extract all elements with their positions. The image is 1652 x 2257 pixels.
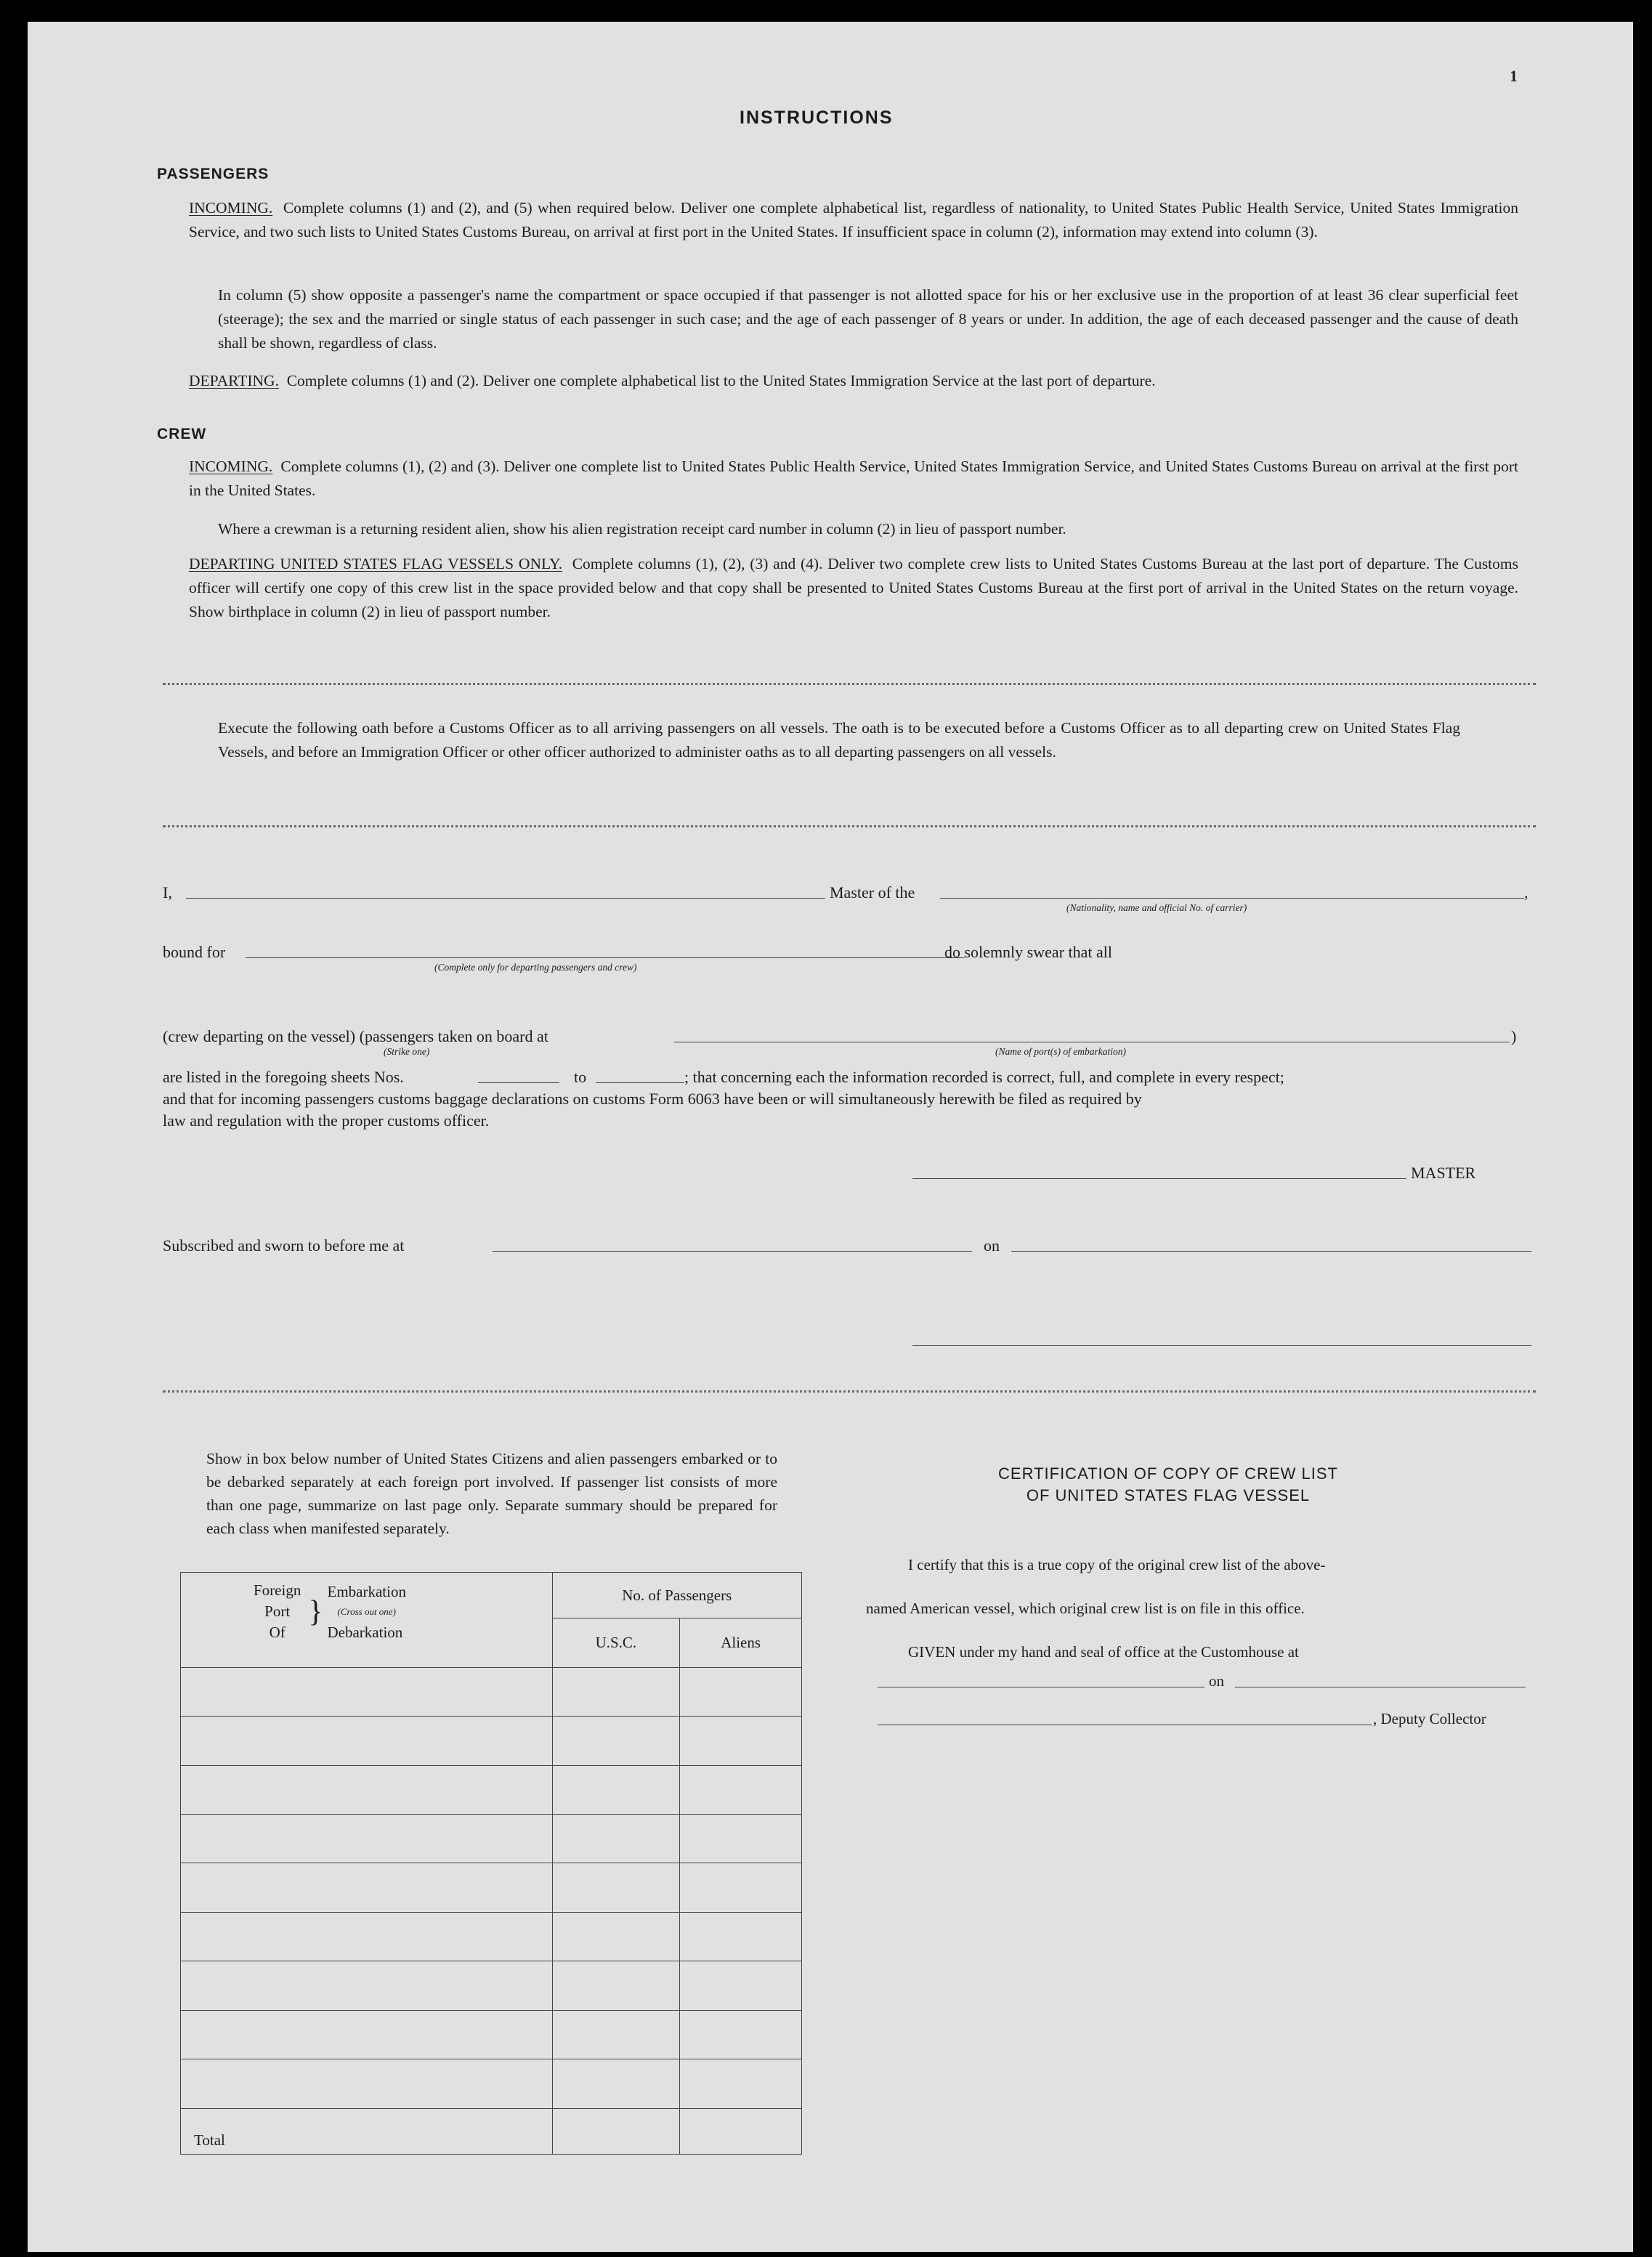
debarkation-label: Debarkation (327, 1623, 403, 1641)
vessel-name-field[interactable] (940, 898, 1524, 899)
oath-instructions-text: Execute the following oath before a Customs Officer as to all arriving passengers on all vessels. The oath is to be executed before a Customs Officer as to all departing crew on United States Flag Vessels, and before an Immigration Officer or other officer authorized to administer oaths as to all departing passengers on all vessels. (218, 719, 1460, 761)
strike-one-hint: (Strike one) (384, 1046, 430, 1057)
passengers-departing-lead: DEPARTING. (189, 372, 279, 389)
passengers-count-header: No. of Passengers (552, 1573, 801, 1618)
certification-text-line1: I certify that this is a true copy of the original crew list of the above- (908, 1556, 1326, 1573)
sheets-rest-text: ; that concerning each the information recorded is correct, full, and complete in every respect; (684, 1068, 1284, 1086)
table-row[interactable] (181, 1961, 802, 2010)
ports-hint: (Name of port(s) of embarkation) (995, 1046, 1126, 1057)
port-label: Port (264, 1602, 291, 1620)
passengers-incoming-text: Complete columns (1) and (2), and (5) when required below. Deliver one complete alphabetical list, regardless of nationality, to United States Public Health Service, United States Immigration Service, and two such lists to United States Customs Bureau, on arrival at first port in the United States. If insufficient space in column (2), information may extend into column (3). (189, 199, 1518, 240)
certification-title (863, 1463, 1473, 1507)
certification-title-line2: OF UNITED STATES FLAG VESSEL (1026, 1486, 1311, 1504)
sheet-to-field[interactable] (596, 1082, 684, 1083)
nationality-hint: (Nationality, name and official No. of carrier) (1066, 902, 1247, 913)
master-of-label: Master of the (830, 883, 915, 901)
subscribed-label: Subscribed and sworn to before me at (163, 1236, 405, 1255)
crew-incoming-lead: INCOMING. (189, 458, 273, 475)
usc-header: U.S.C. (552, 1618, 680, 1667)
master-label: MASTER (1411, 1164, 1476, 1182)
crew-resident-paragraph (218, 517, 1518, 541)
table-row[interactable] (181, 1717, 802, 1765)
aliens-header: Aliens (680, 1618, 802, 1667)
subscribed-on-label: on (984, 1236, 1000, 1255)
deputy-collector-label: , Deputy Collector (1373, 1710, 1486, 1727)
table-row[interactable] (181, 1912, 802, 1961)
bound-for-field[interactable] (246, 957, 965, 958)
bound-for-label: bound for (163, 943, 226, 961)
passengers-departing-text: Complete columns (1) and (2). Deliver one complete alphabetical list to the United States Immigration Service at the last port of departure. (286, 372, 1156, 389)
oath-instructions-paragraph (218, 716, 1460, 764)
of-label: Of (269, 1624, 286, 1641)
crew-departing-paragraph (189, 552, 1518, 624)
passenger-summary-table (180, 1572, 802, 2155)
foreign-label: Foreign (254, 1581, 301, 1599)
table-row[interactable] (181, 2059, 802, 2108)
master-signature-field[interactable] (912, 1178, 1406, 1179)
certification-text-line2: named American vessel, which original crew list is on file in this office. (866, 1600, 1305, 1617)
certification-title-line1: CERTIFICATION OF COPY OF CREW LIST (998, 1464, 1338, 1483)
oath-i-label: I, (163, 883, 172, 901)
passengers-column5-paragraph (218, 283, 1518, 355)
certification-given-text: GIVEN under my hand and seal of office at the Customhouse at (908, 1643, 1299, 1661)
cross-out-hint: (Cross out one) (337, 1605, 396, 1617)
page-title: INSTRUCTIONS (740, 108, 894, 128)
table-row[interactable] (181, 1765, 802, 1814)
crew-incoming-text: Complete columns (1), (2) and (3). Deliver one complete list to United States Public Health Service, United States Immigration Service, and United States Customs Bureau on arrival at the first port in the United States. (189, 458, 1518, 499)
crew-heading: CREW (157, 426, 207, 442)
passengers-heading: PASSENGERS (157, 166, 270, 182)
crew-resident-text: Where a crewman is a returning resident alien, show his alien registration receipt card number in column (2) in lieu of passport number. (218, 520, 1066, 538)
close-paren: ) (1511, 1027, 1517, 1045)
sheets-to-label: to (574, 1068, 587, 1086)
subscribed-place-field[interactable] (493, 1251, 972, 1252)
total-row[interactable] (181, 2108, 802, 2154)
brace-icon: } (308, 1595, 323, 1629)
crew-departing-lead: DEPARTING UNITED STATES FLAG VESSELS ONLY. (189, 555, 563, 572)
summary-instructions-text: Show in box below number of United States Citizens and alien passengers embarked or to be debarked separately at each foreign port involved. If passenger list consists of more than one page, summarize on last page only. Separate summary should be prepared for each class when manifested separately. (206, 1450, 777, 1537)
divider-2 (163, 825, 1536, 827)
embarkation-label: Embarkation (327, 1582, 406, 1600)
table-row[interactable] (181, 1667, 802, 1716)
sheets-label: are listed in the foregoing sheets Nos. (163, 1068, 404, 1086)
oath-line-3: law and regulation with the proper customs officer. (163, 1111, 490, 1130)
master-name-field[interactable] (186, 898, 825, 899)
passengers-departing-paragraph (189, 369, 1518, 393)
oath-line-2: and that for incoming passengers customs baggage declarations on customs Form 6063 have been or will simultaneously herewith be filed as required by (163, 1090, 1142, 1108)
passengers-column5-text: In column (5) show opposite a passenger's name the compartment or space occupied if that passenger is not allotted space for his or her exclusive use in the proportion of at least 36 clear superficial feet (steerage); the sex and the married or single status of each passenger in such case; and the age of each passenger of 8 years or under. In addition, the age of each deceased passenger and the cause of death shall be shown, regardless of class. (218, 286, 1518, 352)
divider-3 (163, 1390, 1536, 1393)
sheet-from-field[interactable] (478, 1082, 559, 1083)
total-label: Total (181, 2108, 553, 2154)
table-row[interactable] (181, 2010, 802, 2059)
crew-incoming-paragraph (189, 455, 1518, 503)
officer-signature-field[interactable] (912, 1345, 1531, 1346)
table-row[interactable] (181, 1814, 802, 1863)
summary-instructions-paragraph (206, 1447, 777, 1540)
swear-label: do solemnly swear that all (944, 943, 1112, 961)
certification-on-label: on (1209, 1672, 1224, 1690)
table-row[interactable] (181, 1863, 802, 1912)
departing-hint: (Complete only for departing passengers and crew) (434, 962, 637, 973)
crew-departing-text: Complete columns (1), (2), (3) and (4). Deliver two complete crew lists to United States Customs Bureau at the last port of departure. The Customs officer will certify one copy of this crew list in the space provided below and that copy shall be presented to United States Customs Bureau at the first port of arrival in the United States on the return voyage. Show birthplace in column (2) in lieu of passport number. (189, 555, 1518, 620)
divider-1 (163, 683, 1536, 685)
foreign-port-header (181, 1573, 553, 1668)
passengers-incoming-paragraph (189, 196, 1518, 244)
crew-passengers-label: (crew departing on the vessel) (passengers taken on board at (163, 1027, 548, 1045)
form-page: 1 INSTRUCTIONS PASSENGERS INCOMING. Complete columns (1) and (2), and (5) when required below. Deliver one complete alphabetical list, regardless of nationality, to United States Public Health Service, United States Immigration Service, and two such lists to United States Customs Bureau, on arrival at first port in the United States. If insufficient space in column (2), information may extend into column (3). In column (5) show opposite a passenger's name the compartment or space occupied if that passenger is not allotted space for his or her exclusive use in the proportion of at least 36 clear superficial feet (steerage); the sex and the married or single status of each passenger in such case; and the age of each passenger of 8 years or under. In addition, the age of each deceased passenger and the cause of death shall be shown, regardless of class. DEPARTING. Complete columns (1) and (2). Deliver one complete alphabetical list to the United States Immigration Service at the last port of departure. CREW INCOMING. Complete columns (1), (2) and (3). Deliver one complete list to United States Public Health Service, United States Immigration Service, and United States Customs Bureau on arrival at the first port in the United States. Where a crewman is a returning resident alien, show his alien registration receipt card number in column (2) in lieu of passport number. DEPARTING UNITED STATES FLAG VESSELS ONLY. Complete columns (1), (2), (3) and (4). Deliver two complete crew lists to United States Customs Bureau at the last port of departure. The Customs officer will certify one copy of this crew list in the space provided below and that copy shall be presented to United States Customs Bureau at the first port of arrival in the United States on the return voyage. Show birthplace in column (2) in lieu of passport number. Execute the following oath before a Customs Officer as to all arriving passengers on all vessels. The oath is to be executed before a Customs Officer as to all departing crew on United States Flag Vessels, and before an Immigration Officer or other officer authorized to administer oaths as to all departing passengers on all vessels. I, Master of the , (Nationality, name and official No. of carrier) bound for do solemnly swear that all (Complete only for departing passengers and crew) (crew departing on the vessel) (passengers taken on board at ) (Strike one) (Name of port(s) of embarkation) are listed in the foregoing sheets Nos. to ; that concerning each the information recorded is correct, full, and complete in every respect; and that for incoming passengers customs baggage declarations on customs Form 6063 have been or will simultaneously herewith be filed as required by law and regulation with the proper customs officer. MASTER Subscribed and sworn to before me at on Show in box below number of United States Citizens and alien passengers embarked or to be debarked separately at each foreign port involved. If passenger list consists of more than one page, summarize on last page only. Separate summary should be prepared for each class when manifested separately. Foreign Port Of } Embarkation (Cross out one) Debarkation No. of Passengers U.S.C. Aliens Total CERTIFICATION OF COPY OF CREW LIST OF UNITED STATES FLAG VESSEL I certify that this is a true copy of the original crew list of the above- named American vessel, which original crew list is on file in this office. GIVEN under my hand and seal of office at the Customhouse at on , Deputy Collector (28, 22, 1633, 2252)
subscribed-date-field[interactable] (1011, 1251, 1531, 1252)
page-number: 1 (1510, 67, 1518, 85)
passengers-incoming-lead: INCOMING. (189, 199, 273, 216)
